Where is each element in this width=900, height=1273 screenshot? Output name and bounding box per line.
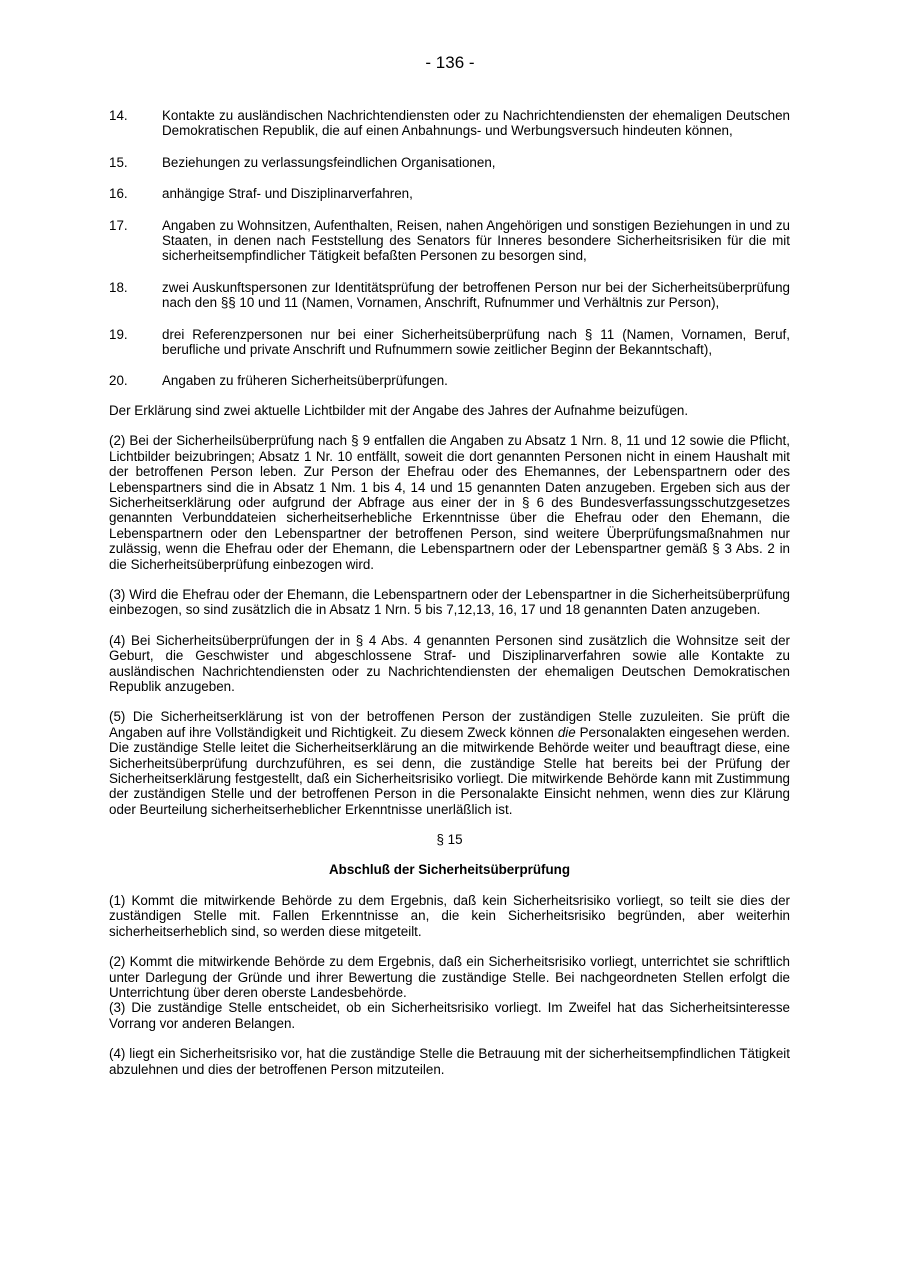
section-15-paragraph-4: (4) liegt ein Sicherheitsrisiko vor, hat die zuständige Stelle die Betrauung mit der sicherheitsempfindlichen Tätigkeit abzulehnen und dies der betroffenen Person mitzuteilen.	[109, 1046, 790, 1077]
list-item-text: anhängige Straf- und Disziplinarverfahren,	[162, 186, 413, 202]
paragraph-5-emphasis: die	[557, 724, 576, 740]
list-item-number: 19.	[109, 326, 128, 342]
paragraph-lichtbilder: Der Erklärung sind zwei aktuelle Lichtbilder mit der Angabe des Jahres der Aufnahme beizufügen.	[109, 402, 689, 418]
page-number: - 136 -	[425, 53, 475, 72]
list-item-number: 14.	[109, 108, 128, 123]
list-item-text: zwei Auskunftspersonen zur Identitätsprüfung der betroffenen Person nur bei der Sicherheitsüberprüfung nach den §§ 10 und 11 (Namen, Vornamen, Anschrift, Rufnummer und Verhältnis zur Person),	[162, 279, 790, 311]
list-item	[55, 155, 790, 170]
list-item-number: 18.	[109, 279, 128, 295]
section-title: Abschluß der Sicherheitsüberprüfung	[328, 861, 571, 877]
section-15-paragraph-3: (3) Die zuständige Stelle entscheidet, ob ein Sicherheitsrisiko vorliegt. Im Zweifel hat das Sicherheitsinteresse Vorrang vor anderen Belangen.	[109, 1000, 790, 1031]
document-body	[109, 108, 790, 1092]
paragraph-4: (4) Bei Sicherheitsüberprüfungen der in § 4 Abs. 4 genannten Personen sind zusätzlich die Wohnsitze seit der Geburt, die Geschwister und abgeschlossene Straf- und Disziplinarverfahren sowie alle Kontakte zu ausländischen Nachrichtendiensten oder zu Nachrichtendiensten der ehemaligen Deutschen Demokratischen Republik anzugeben.	[109, 632, 790, 694]
list-item	[55, 280, 790, 311]
list-item-text: Beziehungen zu verlassungsfeindlichen Organisationen,	[162, 154, 496, 170]
paragraph-5-part-a: (5) Die Sicherheitserklärung ist von der betroffenen Person der zuständigen Stelle zuzuleiten. Sie prüft die Angaben auf ihre Vollständigkeit und Richtigkeit. Zu diesem Zweck können	[109, 709, 790, 740]
list-item-text: Angaben zu früheren Sicherheitsüberprüfungen.	[162, 373, 448, 389]
list-item	[55, 373, 790, 388]
paragraph-5-part-b: Personalakten eingesehen werden. Die zuständige Stelle leitet die Sicherheitserklärung an die mitwirkende Behörde weiter und beauftragt diese, eine Sicherheitsüberprüfung durchzuführen, es sei denn, die zuständige Stelle hat bereits bei der Prüfung der Sicherheitserklärung festgestellt, daß ein Sicherheitsrisiko vorliegt. Die mitwirkende Behörde kann mit Zustimmung der zuständigen Stelle und der betroffenen Person in die Personalakte Einsicht nehmen, wenn dies zur Klärung oder Beurteilung sicherheitserheblicher Erkenntnisse unerläßlich ist.	[109, 724, 790, 817]
list-item-text: Angaben zu Wohnsitzen, Aufenthalten, Reisen, nahen Angehörigen und sonstigen Beziehungen in und zu Staaten, in denen nach Feststellung des Senators für Inneres besondere Sicherheitsrisiken für die mit sicherheitsempfindlicher Tätigkeit befaßten Personen zu besorgen sind,	[162, 217, 790, 264]
list-item	[55, 108, 790, 139]
paragraph-5	[109, 709, 790, 817]
list-item-text: Kontakte zu ausländischen Nachrichtendiensten oder zu Nachrichtendiensten der ehemaligen Deutschen Demokratischen Republik, die auf einen Anbahnungs- und Werbungsversuch hindeuten können,	[162, 108, 790, 139]
list-item-number: 16.	[109, 186, 128, 202]
list-item-text: drei Referenzpersonen nur bei einer Sicherheitsüberprüfung nach § 11 (Namen, Vornamen, Beruf, berufliche und private Anschrift und Rufnummern sowie zeitlicher Beginn der Bekanntschaft),	[162, 326, 790, 358]
section-15-paragraph-1: (1) Kommt die mitwirkende Behörde zu dem Ergebnis, daß kein Sicherheitsrisiko vorliegt, so teilt sie dies der zuständigen Stelle mit. Fallen Erkenntnisse an, die kein Sicherheitsrisiko begründen, aber weiterhin sicherheitserheblich sind, so werden diese mitgeteilt.	[109, 893, 790, 939]
list-item-number: 17.	[109, 217, 128, 233]
list-item	[55, 218, 790, 264]
numbered-list	[55, 108, 790, 389]
list-item	[55, 186, 790, 201]
section-15-paragraph-2: (2) Kommt die mitwirkende Behörde zu dem Ergebnis, daß ein Sicherheitsrisiko vorliegt, unterrichtet sie schriftlich unter Darlegung der Gründe und ihrer Bewertung die zuständige Stelle. Bei nachgeordneten Stellen erfolgt die Unterrichtung über deren oberste Landesbehörde.	[109, 954, 790, 1001]
list-item-number: 15.	[109, 154, 128, 170]
list-item-number: 20.	[109, 373, 128, 389]
list-item	[55, 327, 790, 358]
section-number: § 15	[436, 832, 463, 848]
paragraph-3: (3) Wird die Ehefrau oder der Ehemann, die Lebenspartnern oder der Lebenspartner in die Sicherheitsüberprüfung einbezogen, so sind zusätzlich die in Absatz 1 Nrn. 5 bis 7,12,13, 16, 17 und 18 genannten Daten anzugeben.	[109, 586, 790, 618]
paragraph-2: (2) Bei der Sicherheilsüberprüfung nach § 9 entfallen die Angaben zu Absatz 1 Nrn. 8, 11 und 12 sowie die Pflicht, Lichtbilder beizubringen; Absatz 1 Nr. 10 entfällt, soweit die dort genannten Personen nicht in einem Haushalt mit der betroffenen Person leben. Zur Person der Ehefrau oder des Ehemannes, der Lebenspartnern oder des Lebenspartners sind die in Absatz 1 Nm. 1 bis 4, 14 und 15 genannten Daten anzugeben. Ergeben sich aus der Sicherheitserklärung oder aufgrund der Abfrage aus einer der in § 6 des Bundesverfassungsschutzgesetzes genannten Verbunddateien sicherheitserhebliche Erkenntnisse über die Ehefrau oder den Ehemann, die Lebenspartnern oder den Lebenspartner der betroffenen Person, sind weitere Überprüfungsmaßnahmen nur zulässig, wenn die Ehefrau oder der Ehemann, die Lebenspartnern oder der Lebenspartner gemäß § 3 Abs. 2 in die Sicherheitsüberprüfung einbezogen wird.	[109, 433, 790, 572]
